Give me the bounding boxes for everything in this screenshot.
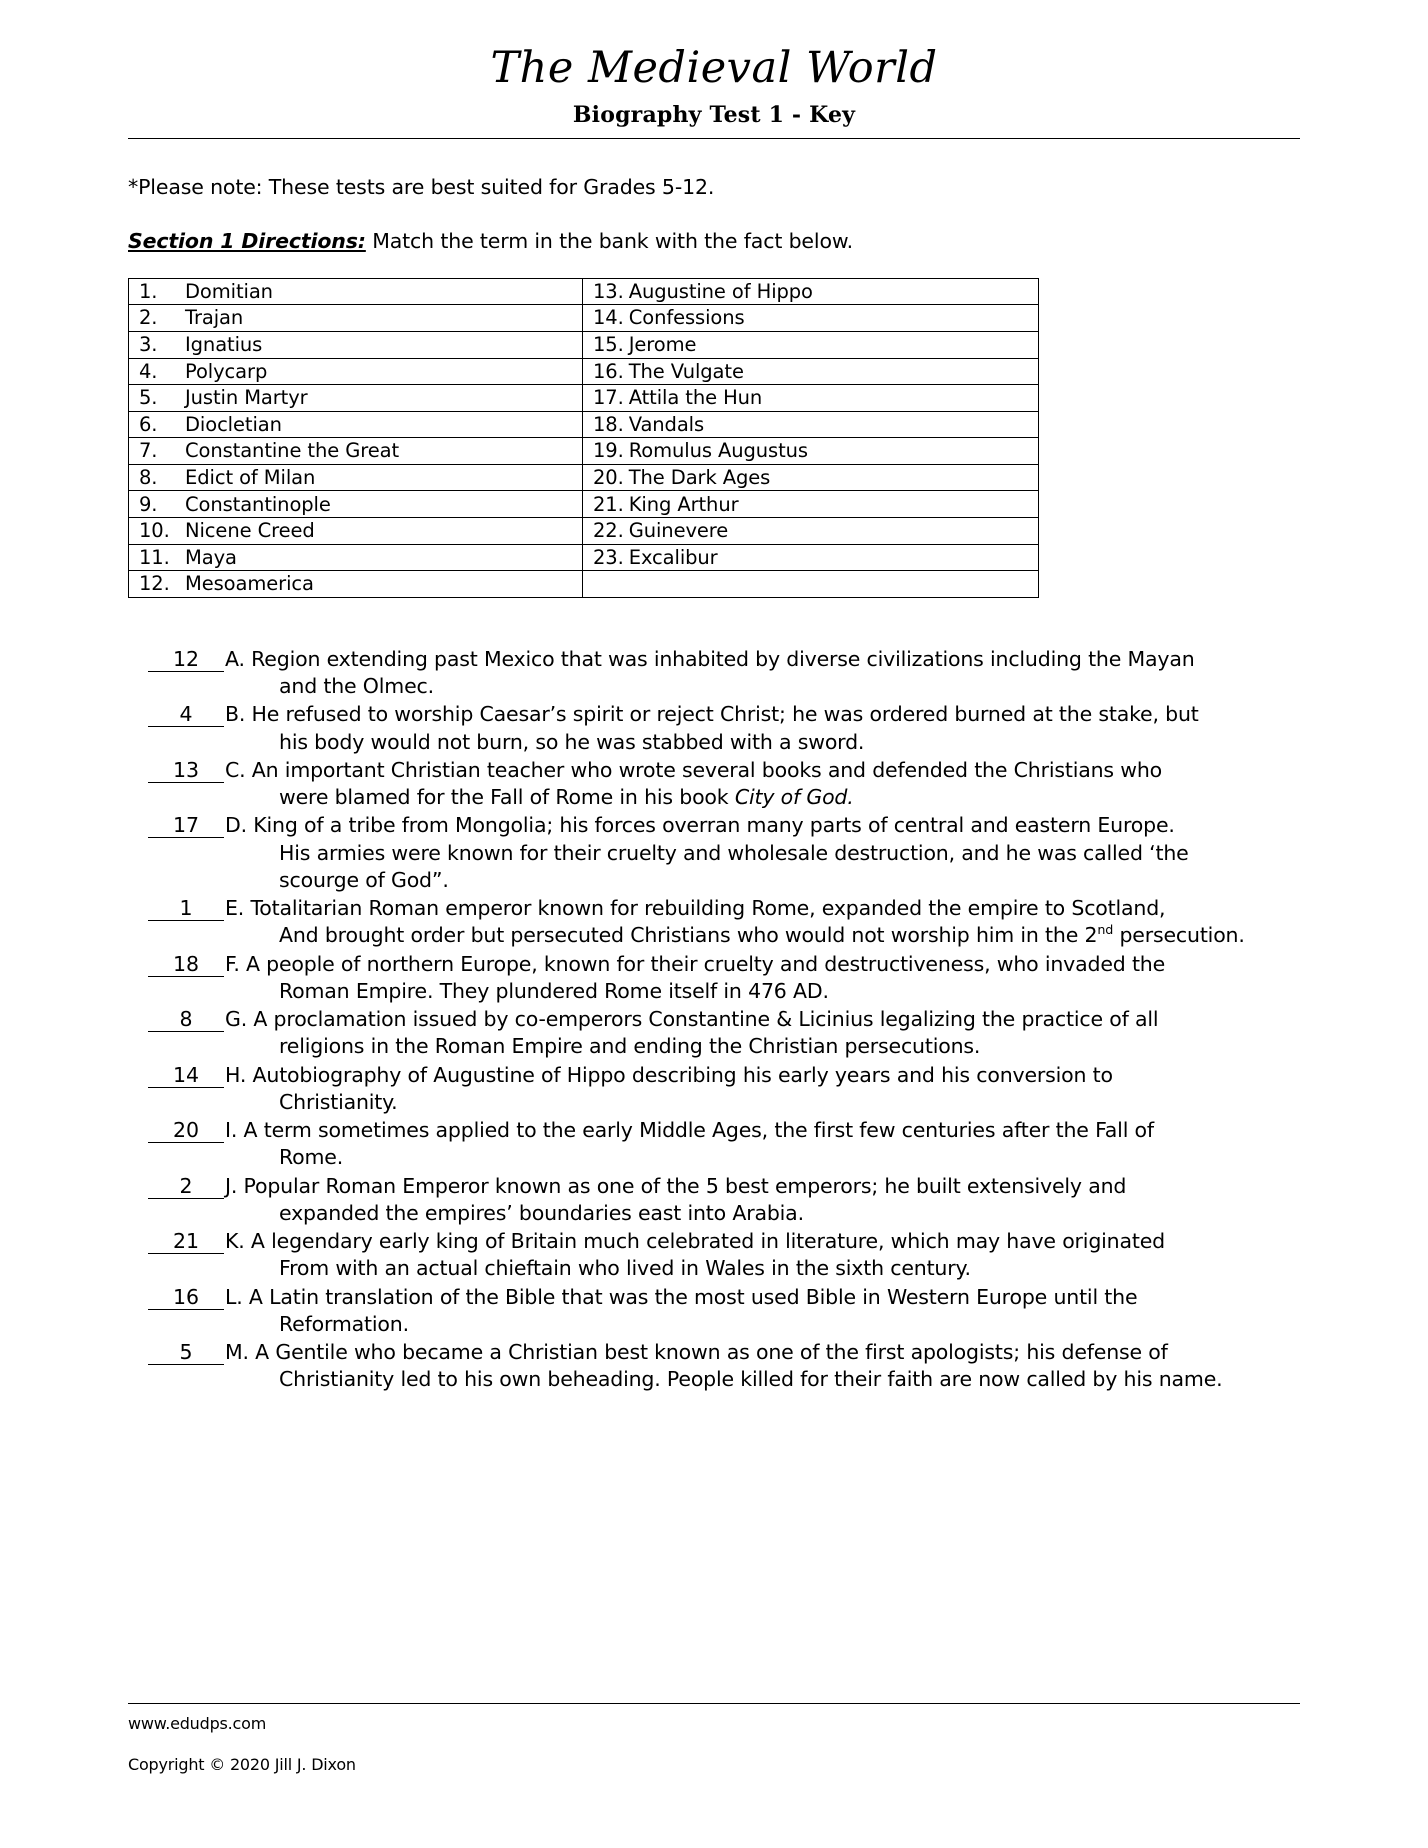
term-bank-cell-left [129,385,583,412]
term-label: Nicene Creed [185,519,315,543]
answer-line: Christianity led to his own beheading. People killed for their faith are now called by his name. [279,1367,1223,1392]
grade-note: *Please note: These tests are best suited for Grades 5-12. [128,175,715,200]
term-bank-cell-right [583,571,1039,598]
term-label: King Arthur [628,492,739,516]
document-content [128,173,1300,1393]
answers-list [148,646,1300,1394]
term-label: Jerome [628,332,697,356]
term-bank-cell-right [583,464,1039,491]
answer-line: H. Autobiography of Augustine of Hippo describing his early years and his conversion to [225,1062,1113,1087]
term-label: Polycarp [185,359,268,383]
answer-line: And brought order but persecuted Christians who would not worship him in the 2nd persecution. [279,922,1245,948]
term-number: 4. [139,359,158,383]
term-number: 22. [593,519,624,543]
answer-description [224,1339,1300,1394]
section-1-directions [128,227,1300,255]
footer-url[interactable]: www.edudps.com [128,1714,267,1733]
answer-blank[interactable]: 12 [148,646,224,672]
answer-line: C. An important Christian teacher who wrote several books and defended the Christians who [225,757,1163,782]
term-bank-row [129,518,1039,545]
answer-description [224,1284,1300,1339]
answer-line: His armies were known for their cruelty and wholesale destruction, and he was called ‘the [279,840,1189,865]
term-bank-cell-right [583,278,1039,305]
term-bank-cell-left [129,411,583,438]
term-bank-body [129,278,1039,597]
answer-item [148,1117,1300,1172]
answer-item [148,701,1300,756]
footer-copyright: Copyright © 2020 Jill J. Dixon [128,1755,356,1774]
answer-description [224,646,1300,701]
term-number: 1. [139,279,158,303]
answer-blank[interactable]: 20 [148,1117,224,1143]
term-number: 19. [593,439,624,463]
term-label: Justin Martyr [185,386,308,410]
term-bank-cell-left [129,464,583,491]
answer-item [148,895,1300,950]
term-number: 6. [139,412,158,436]
term-bank-cell-left [129,491,583,518]
term-number: 16. [593,359,624,383]
term-number: 20. [593,465,624,489]
answer-line: Roman Empire. They plundered Rome itself in 476 AD. [279,978,829,1003]
answer-line: D. King of a tribe from Mongolia; his forces overran many parts of central and eastern Europe. [225,813,1175,838]
term-number: 2. [139,306,158,330]
term-bank-row [129,438,1039,465]
answer-line: were blamed for the Fall of Rome in his book City of God. [279,785,854,810]
page-title: The Medieval World [490,43,938,93]
answer-line: scourge of God”. [279,867,449,892]
term-label: Confessions [628,306,745,330]
term-label: Mesoamerica [185,572,314,596]
term-label: Guinevere [628,519,729,543]
term-number: 23. [593,545,624,569]
answer-item [148,1062,1300,1117]
answer-item [148,951,1300,1006]
answer-line: and the Olmec. [279,674,434,699]
term-label: Excalibur [628,545,718,569]
term-number: 21. [593,492,624,516]
term-label: The Dark Ages [628,465,771,489]
term-bank-row [129,411,1039,438]
answer-line: Reformation. [279,1311,409,1336]
answer-line: I. A term sometimes applied to the early Middle Ages, the first few centuries after the Fall of [225,1118,1154,1143]
term-number: 10. [139,519,170,543]
answer-item [148,1339,1300,1394]
term-label: Trajan [185,306,244,330]
answer-blank[interactable]: 21 [148,1228,224,1254]
answer-line: M. A Gentile who became a Christian best known as one of the first apologists; his defense of [225,1340,1168,1365]
term-number: 15. [593,332,624,356]
answer-line: expanded the empires’ boundaries east into Arabia. [279,1200,804,1225]
term-bank-cell-right [583,385,1039,412]
footer-divider [128,1703,1300,1704]
answer-blank[interactable]: 13 [148,757,224,783]
term-bank-cell-left [129,305,583,332]
answer-item [148,1006,1300,1061]
term-bank-row [129,571,1039,598]
page-subtitle: Biography Test 1 - Key [572,102,856,129]
answer-description [224,951,1300,1006]
answer-line: religions in the Roman Empire and ending the Christian persecutions. [279,1034,981,1059]
term-number: 5. [139,386,158,410]
term-bank-cell-left [129,358,583,385]
answer-item [148,757,1300,812]
term-number: 11. [139,545,170,569]
term-bank-cell-right [583,358,1039,385]
document-footer [128,1703,1300,1774]
term-bank-cell-left [129,438,583,465]
answer-line: B. He refused to worship Caesar’s spirit or reject Christ; he was ordered burned at the stake, but [225,702,1199,727]
term-bank-cell-right [583,438,1039,465]
term-bank-cell-right [583,491,1039,518]
term-label: Domitian [185,279,273,303]
term-label: Attila the Hun [628,386,763,410]
answer-line: A. Region extending past Mexico that was inhabited by diverse civilizations including the Mayan [225,646,1195,671]
term-number: 12. [139,572,170,596]
answer-line: F. A people of northern Europe, known for their cruelty and destructiveness, who invaded the [225,951,1166,976]
answer-item [148,812,1300,894]
header-divider [128,138,1300,139]
answer-description [224,1062,1300,1117]
answer-line: G. A proclamation issued by co-emperors Constantine & Licinius legalizing the practice of all [225,1007,1159,1032]
term-bank-cell-right [583,305,1039,332]
term-label: Edict of Milan [185,465,316,489]
term-bank-cell-left [129,544,583,571]
term-label: Maya [185,545,237,569]
answer-line: Christianity. [279,1089,398,1114]
answer-description [224,757,1300,812]
book-title: City of God. [734,785,854,810]
term-number: 3. [139,332,158,356]
answer-blank[interactable]: 16 [148,1284,224,1310]
answer-line: From with an actual chieftain who lived in Wales in the sixth century. [279,1256,971,1281]
answer-item [148,646,1300,701]
term-bank-cell-right [583,518,1039,545]
answer-blank[interactable]: 18 [148,951,224,977]
term-bank-table [128,278,1039,598]
answer-blank[interactable]: 17 [148,812,224,838]
term-bank-row [129,464,1039,491]
term-bank-cell-left [129,331,583,358]
term-number: 17. [593,386,624,410]
answer-item [148,1228,1300,1283]
term-bank-row [129,278,1039,305]
answer-description [224,701,1300,756]
term-bank-row [129,358,1039,385]
answer-line: K. A legendary early king of Britain much celebrated in literature, which may have originated [225,1229,1165,1254]
answer-description [224,1173,1300,1228]
term-label: Ignatius [185,332,263,356]
document-header [0,0,1428,128]
term-bank-cell-right [583,331,1039,358]
term-number: 7. [139,439,158,463]
term-bank-row [129,305,1039,332]
answer-item [148,1284,1300,1339]
term-label: Romulus Augustus [628,439,808,463]
answer-description [224,1228,1300,1283]
term-number: 18. [593,412,624,436]
answer-line: E. Totalitarian Roman emperor known for rebuilding Rome, expanded the empire to Scotland, [225,896,1166,921]
answer-description [224,895,1300,950]
answer-blank[interactable]: 5 [148,1339,224,1365]
term-bank-cell-right [583,411,1039,438]
term-bank-cell-right [583,544,1039,571]
answer-blank[interactable]: 1 [148,895,224,921]
answer-item [148,1173,1300,1228]
ordinal-suffix: nd [1097,922,1114,938]
term-bank-cell-left [129,571,583,598]
term-label: The Vulgate [628,359,744,383]
term-bank-cell-left [129,518,583,545]
directions-label: Section 1 Directions: [128,229,366,254]
term-label: Constantinople [185,492,331,516]
term-bank-row [129,491,1039,518]
term-label: Vandals [628,412,705,436]
term-bank-cell-left [129,278,583,305]
answer-blank[interactable]: 8 [148,1006,224,1032]
term-label: Augustine of Hippo [628,279,813,303]
term-label: Diocletian [185,412,282,436]
answer-line: Rome. [279,1145,344,1170]
term-bank-row [129,385,1039,412]
answer-description [224,1117,1300,1172]
answer-line: L. A Latin translation of the Bible that was the most used Bible in Western Europe until the [225,1284,1138,1309]
answer-line: his body would not burn, so he was stabbed with a sword. [279,729,865,754]
answer-blank[interactable]: 14 [148,1062,224,1088]
answer-blank[interactable]: 4 [148,701,224,727]
term-number: 14. [593,306,624,330]
answer-line: J. Popular Roman Emperor known as one of the 5 best emperors; he built extensively and [225,1173,1127,1198]
answer-blank[interactable]: 2 [148,1173,224,1199]
term-number: 13. [593,279,624,303]
term-number: 9. [139,492,158,516]
term-label: Constantine the Great [185,439,400,463]
term-bank-row [129,331,1039,358]
answer-description [224,812,1300,894]
directions-text: Match the term in the bank with the fact below. [365,229,853,254]
term-number: 8. [139,465,158,489]
term-bank-row [129,544,1039,571]
answer-description [224,1006,1300,1061]
